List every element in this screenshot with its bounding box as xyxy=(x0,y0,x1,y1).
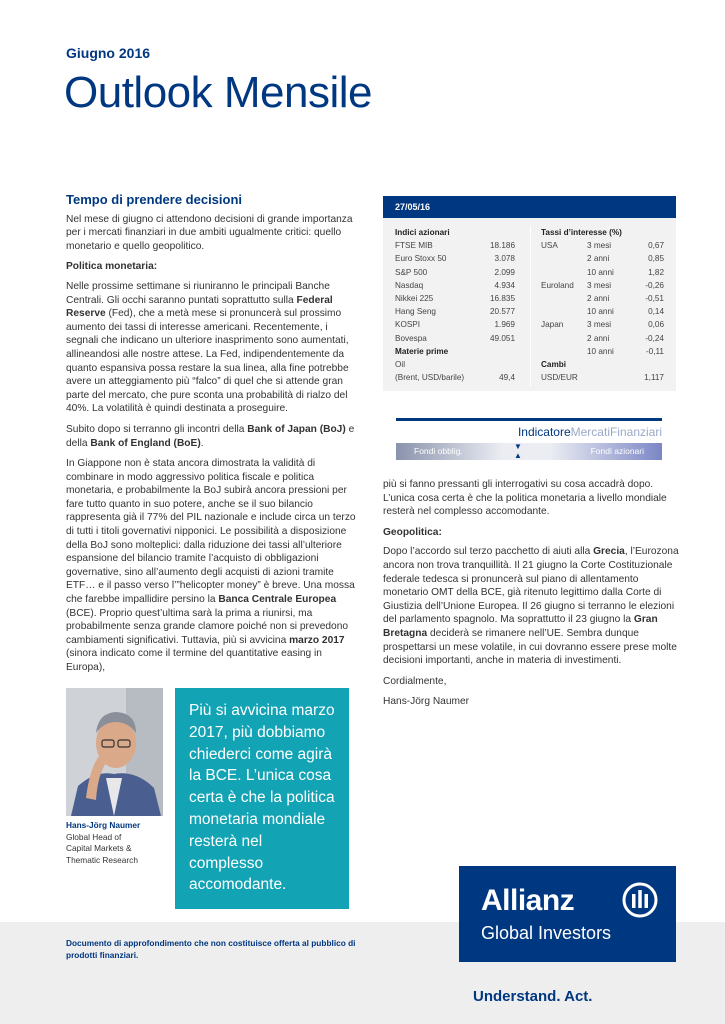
rate-row xyxy=(541,318,664,331)
index-name: Nasdaq xyxy=(395,280,424,290)
rate-region: Euroland xyxy=(541,280,574,290)
index-row xyxy=(395,292,515,305)
rate-row xyxy=(541,305,664,318)
author-caption xyxy=(66,820,176,866)
index-value: 2.099 xyxy=(494,267,515,277)
rate-region xyxy=(541,292,587,305)
rate-tenor: 3 mesi xyxy=(587,280,612,290)
paragraph-continuation: più si fanno pressanti gli interrogativi su cosa accadrà dopo. L’unica cosa certa è che la politica monetaria a livello mondiale resterà nel complesso accomodante. xyxy=(383,479,667,518)
closing: Cordialmente, xyxy=(383,675,447,687)
rate-row xyxy=(541,332,664,345)
rate-value: 0,14 xyxy=(648,307,664,317)
index-value: 3.078 xyxy=(494,254,515,264)
market-date: 27/05/16 xyxy=(383,196,676,218)
rate-tenor: 10 anni xyxy=(587,346,614,356)
signature: Hans-Jörg Naumer xyxy=(383,696,470,708)
tagline: Understand. Act. xyxy=(473,988,593,1005)
indices-heading: Indici azionari xyxy=(395,228,450,237)
indicator-marker-icon: ▼ ▲ xyxy=(514,442,522,460)
rate-value: -0,26 xyxy=(645,280,664,290)
market-indicator xyxy=(396,418,662,460)
index-value: 49.051 xyxy=(489,333,515,343)
index-name: Nikkei 225 xyxy=(395,294,434,304)
geopolitics-heading: Geopolitica: xyxy=(383,526,442,538)
oil-sub-row: (Brent, USD/barile) 49,4 xyxy=(395,373,515,383)
rate-region xyxy=(541,345,587,358)
paragraph-japan: In Giappone non è stata ancora dimostrata la validità di combinare in modo aggressivo politica fiscale e politica monetaria, e probabilmente la BoJ subirà ancora pressioni per fare tutto quanto in suo potere, anche se il suo bilancio rappresenta già il 77% del PIL nazionale e include circa un terzo di tutti i titoli governativi nipponici. Le possibilità a disposizione della BoJ sono molteplici: dalla riduzione dei tassi all’ulteriore espansione del bilancio tramite l’acquisto di obbligazioni governative, sino all’aumento degli acquisti di azioni tramite ETF… e il passo verso l’”helicopter money” è breve. Una mossa che farebbe impallidire persino la Banca Centrale Europea (BCE). Proprio quest’ultima sarà la prima a riunirsi, ma probabilmente senza grande clamore poiché non si prevedono cambiamenti significativi. Tuttavia, più si avvicina marzo 2017 (sinora indicato come il termine del quantitative easing in Europa), xyxy=(66,458,356,673)
rate-row xyxy=(541,252,664,265)
index-name: FTSE MIB xyxy=(395,241,433,251)
rate-value: -0,11 xyxy=(645,346,664,356)
paragraph-fed: Nelle prossime settimane si riuniranno le principali Banche Centrali. Gli occhi saranno puntati soprattutto sulla Federal Reserve (Fed), che a metà mese si pronuncerà sul prossimo aumento dei tassi di interesse americani. Recentemente, i segnali che indicano un ulteriore inasprimento sono aumentati, allineandosi alle nostre attese. La Fed, indipendentemente da quanto espansiva possa restare la sua linea, alla fine potrebbe avere un atteggiamento più “falco” di quel che si attende gran parte del mercato, che pure sconta una probabilità di rialzo del 40%. La volatilità è quindi destinata a proseguire. xyxy=(66,280,349,415)
rate-row xyxy=(541,266,664,279)
rate-tenor: 3 mesi xyxy=(587,320,612,330)
author-role-line: Global Head of xyxy=(66,831,122,842)
rate-value: 1,82 xyxy=(648,267,664,277)
bond-funds-label: Fondi obblig. xyxy=(414,446,463,456)
monetary-policy-heading: Politica monetaria: xyxy=(66,261,158,273)
section-heading: Tempo di prendere decisioni xyxy=(66,192,243,207)
equity-funds-label: Fondi azionari xyxy=(590,446,644,456)
rates-column xyxy=(541,226,664,384)
column-divider xyxy=(530,226,531,386)
rate-tenor: 3 mesi xyxy=(587,241,612,251)
paragraph-boj-boe: Subito dopo si terranno gli incontri della Bank of Japan (BoJ) e della Bank of England (BoE). xyxy=(66,423,355,449)
index-value: 4.934 xyxy=(494,280,515,290)
author-photo xyxy=(66,688,163,816)
rate-tenor: 10 anni xyxy=(587,267,614,277)
author-role-line: Thematic Research xyxy=(66,854,138,865)
intro-paragraph: Nel mese di giugno ci attendono decisioni di grande importanza per i mercati finanziari in due ambiti ugualmente critici: quello monetario e quello geopolitico. xyxy=(66,213,353,252)
index-value: 18.186 xyxy=(489,241,515,251)
market-data-box xyxy=(383,196,676,391)
index-row xyxy=(395,305,515,318)
rate-region xyxy=(541,252,587,265)
index-name: Bovespa xyxy=(395,333,427,343)
index-row xyxy=(395,332,515,345)
rate-tenor: 2 anni xyxy=(587,333,610,343)
paragraph-geopolitics: Dopo l’accordo sul terzo pacchetto di aiuti alla Grecia, l’Eurozona ancora non trova tranquillità. Il 21 giugno la Corte Costituzionale federale tedesca si pronuncerà sul piano di allentamento monetario OMT della BCE, già ritenuto legittimo dalla Corte di Giustizia dell’Unione Europea. Il 26 giugno si terranno le elezioni del parlamento spagnolo. Ma soprattutto il 23 giugno la Gran Bretagna deciderà se rimanere nell’UE. Sembra dunque prospettarsi un mese volatile, in cui dovranno essere prese molte decisioni importanti, anche in materia di investimenti. xyxy=(383,546,679,667)
rate-value: 0,67 xyxy=(648,241,664,251)
index-value: 1.969 xyxy=(494,320,515,330)
right-column xyxy=(383,478,683,716)
disclaimer: Documento di approfondimento che non costituisce offerta al pubblico di prodotti finanziari. xyxy=(66,938,356,960)
index-name: Euro Stoxx 50 xyxy=(395,254,447,264)
allianz-eagle-icon xyxy=(621,881,659,919)
index-value: 16.835 xyxy=(489,294,515,304)
rate-region: USA xyxy=(541,241,558,251)
indicator-title: IndicatoreMercatiFinanziari xyxy=(517,425,662,439)
index-row xyxy=(395,318,515,331)
fx-heading: Cambi xyxy=(541,360,567,370)
index-row xyxy=(395,252,515,265)
logo-wordmark: Allianz xyxy=(481,884,575,917)
author-role-line: Capital Markets & xyxy=(66,843,132,853)
index-name: Hang Seng xyxy=(395,307,436,317)
author-name: Hans-Jörg Naumer xyxy=(66,820,141,830)
page-title: Outlook Mensile xyxy=(64,68,372,117)
rate-value: 0,85 xyxy=(648,254,664,264)
rates-heading: Tassi d’interesse (%) xyxy=(541,228,622,237)
rate-tenor: 2 anni xyxy=(587,254,610,264)
rate-region xyxy=(541,332,587,345)
rate-row xyxy=(541,279,664,292)
issue-date: Giugno 2016 xyxy=(66,45,151,61)
commodities-heading: Materie prime xyxy=(395,346,449,356)
rate-row xyxy=(541,345,664,358)
rate-row xyxy=(541,239,664,252)
rate-region xyxy=(541,305,587,318)
rate-region xyxy=(541,266,587,279)
index-row xyxy=(395,266,515,279)
logo-subtitle: Global Investors xyxy=(481,923,612,943)
index-row xyxy=(395,279,515,292)
pull-quote: Più si avvicina marzo 2017, più dobbiamo chiederci come agirà la BCE. L’unica cosa certa è che la politica monetaria mondiale resterà nel complesso accomodante. xyxy=(175,688,349,909)
index-value: 20.577 xyxy=(489,307,515,317)
left-column xyxy=(66,193,362,682)
fx-row: USD/EUR 1,117 xyxy=(541,373,664,383)
index-name: KOSPI xyxy=(395,320,421,330)
rate-row xyxy=(541,292,664,305)
rate-region: Japan xyxy=(541,320,564,330)
rate-value: -0,24 xyxy=(645,333,664,343)
rate-value: 0,06 xyxy=(648,320,664,330)
rate-value: -0,51 xyxy=(645,294,664,304)
rate-tenor: 10 anni xyxy=(587,307,614,317)
equity-indices-column xyxy=(395,226,515,384)
allianz-logo xyxy=(459,866,676,962)
indicator-bar xyxy=(396,443,662,460)
rate-tenor: 2 anni xyxy=(587,294,610,304)
index-name: S&P 500 xyxy=(395,267,428,277)
index-row xyxy=(395,239,515,252)
oil-row: Oil xyxy=(395,360,406,370)
